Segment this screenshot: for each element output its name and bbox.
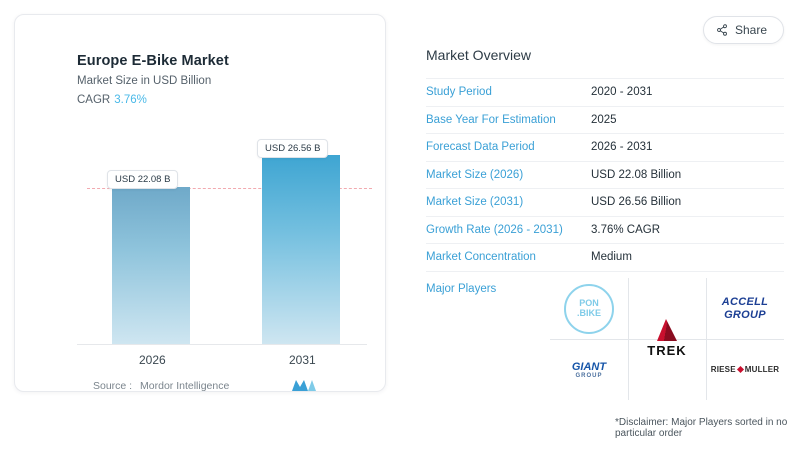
cagr-line (77, 94, 147, 106)
x-axis-line (77, 344, 367, 345)
cagr-label: CAGR (77, 94, 111, 106)
player-name-top: ACCELL (721, 295, 769, 308)
x-tick-2031: 2031 (289, 353, 316, 367)
chart-card (14, 14, 386, 392)
x-tick-2026: 2026 (139, 353, 166, 367)
bar-label-2031: USD 26.56 B (257, 139, 328, 158)
table-row (426, 107, 784, 135)
player-logo-accell-group (706, 278, 784, 339)
source-text (93, 380, 229, 392)
source-label: Source : (93, 380, 133, 392)
major-players-grid (550, 278, 784, 400)
share-button[interactable] (703, 16, 784, 44)
player-logo-riese-muller (706, 339, 784, 400)
row-label: Market Concentration (426, 251, 536, 264)
disclaimer-text: *Disclaimer: Major Players sorted in no particular order (615, 417, 788, 439)
pon-bike-icon (564, 284, 614, 334)
overview-table (426, 78, 784, 272)
row-value: 2020 - 2031 (591, 86, 653, 99)
bar-label-2026: USD 22.08 B (107, 170, 178, 189)
riese-label: RIESE (710, 365, 736, 374)
bar-2031[interactable] (262, 155, 340, 345)
chart-subtitle: Market Size in USD Billion (77, 75, 212, 87)
row-value: USD 22.08 Billion (591, 168, 682, 181)
table-row (426, 217, 784, 245)
row-value: USD 26.56 Billion (591, 196, 682, 209)
table-row (426, 244, 784, 272)
row-value: 2026 - 2031 (591, 141, 653, 154)
muller-label: MULLER (744, 365, 780, 374)
player-name-top: TREK (647, 343, 687, 358)
player-name-bottom: .BIKE (576, 307, 601, 318)
table-row (426, 162, 784, 190)
overview-title: Market Overview (426, 47, 532, 63)
row-label: Growth Rate (2026 - 2031) (426, 223, 563, 236)
row-label: Forecast Data Period (426, 141, 535, 154)
player-name-top: PON (579, 297, 599, 308)
mordor-intelligence-logo-icon (291, 377, 319, 393)
giant-label: GIANT (571, 360, 607, 373)
overview-pane (400, 0, 800, 453)
share-button-label: Share (734, 23, 767, 37)
player-name-top (711, 365, 780, 374)
table-row (426, 134, 784, 162)
bar-plot-area (77, 125, 367, 345)
player-name-top (572, 361, 606, 379)
source-name: Mordor Intelligence (140, 380, 230, 392)
diamond-icon (737, 366, 744, 373)
row-label: Study Period (426, 86, 492, 99)
player-logo-giant (550, 339, 628, 400)
player-logo-trek (628, 308, 706, 369)
bar-2026[interactable] (112, 187, 190, 345)
row-label: Market Size (2031) (426, 196, 524, 209)
chart-title: Europe E-Bike Market (77, 53, 229, 69)
row-label: Base Year For Estimation (426, 113, 556, 126)
table-row (426, 189, 784, 217)
player-logo-pon-bike (550, 278, 628, 339)
row-label: Market Size (2026) (426, 168, 524, 181)
share-icon (716, 24, 728, 36)
row-value: 2025 (591, 113, 617, 126)
giant-sub-label: GROUP (575, 372, 603, 379)
player-name-bottom: GROUP (724, 308, 766, 321)
table-row (426, 78, 784, 107)
cagr-value: 3.76% (114, 94, 147, 106)
trek-mark-icon (657, 319, 677, 341)
row-value: Medium (591, 251, 632, 264)
row-value: 3.76% CAGR (591, 223, 661, 236)
major-players-label: Major Players (426, 283, 497, 295)
